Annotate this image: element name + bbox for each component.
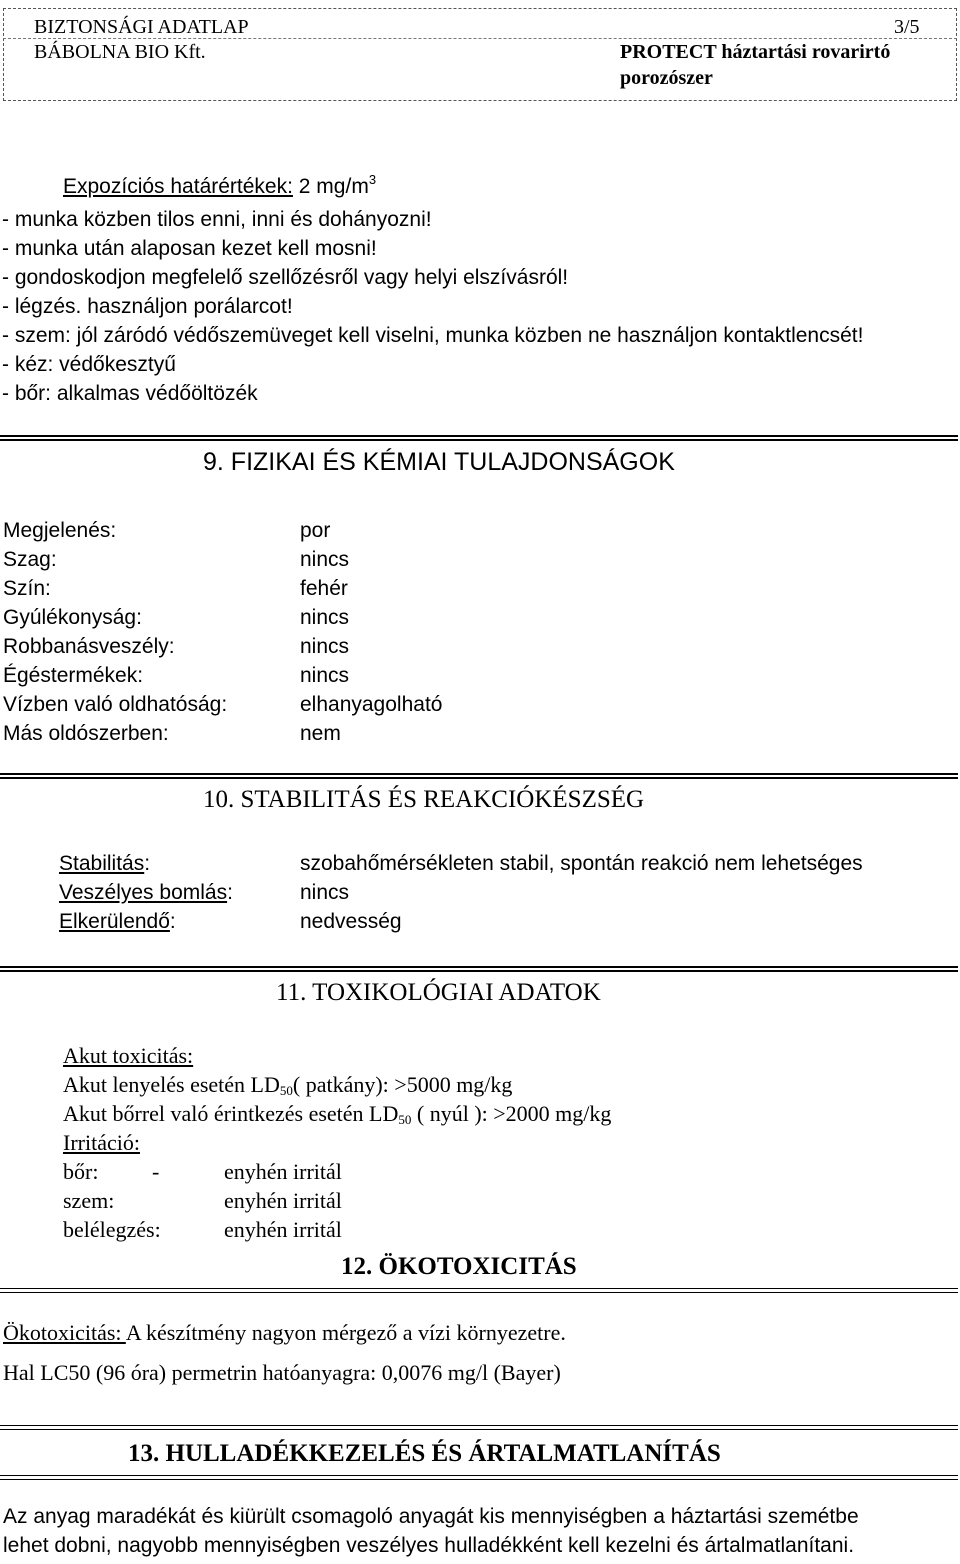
irritation-eye-value: enyhén irritál xyxy=(224,1188,342,1213)
precaution-item: - szem: jól záródó védőszemüveget kell viselni, munka közben ne használjon kontaktlencsét! xyxy=(2,324,864,347)
product-name-line1: PROTECT háztartási rovarirtó xyxy=(620,41,891,63)
ld-subscript: 50 xyxy=(398,1112,412,1127)
decomposition-label: Veszélyes bomlás xyxy=(59,881,228,904)
section9-labels xyxy=(3,516,227,748)
precaution-item: - légzés. használjon porálarcot! xyxy=(2,295,293,318)
acute-oral-ld50 xyxy=(63,1072,512,1104)
property-label: Megjelenés: xyxy=(3,519,117,542)
irritation-dash: - xyxy=(152,1159,160,1184)
property-label: Szín: xyxy=(3,577,51,600)
decomposition-value: nincs xyxy=(300,881,350,904)
disposal-text-line1: Az anyag maradékát és kiürült csomagoló anyagát kis mennyiségben a háztartási szemétbe xyxy=(3,1505,859,1528)
property-label: Égéstermékek: xyxy=(3,664,144,687)
property-value: fehér xyxy=(300,577,348,600)
section-divider xyxy=(0,1425,958,1430)
property-label: Robbanásveszély: xyxy=(3,635,175,658)
exposure-unit-sup: 3 xyxy=(368,172,377,187)
exposure-limit xyxy=(63,168,376,199)
property-value: nem xyxy=(300,722,341,745)
property-value: por xyxy=(300,519,331,542)
company-name: BÁBOLNA BIO Kft. xyxy=(34,41,206,63)
irritation-eye-label: szem: xyxy=(63,1188,115,1213)
section12-title: 12. ÖKOTOXICITÁS xyxy=(341,1253,577,1280)
section-divider xyxy=(0,435,958,441)
ecotoxicity-text: A készítmény nagyon mérgező a vízi környezetre. xyxy=(125,1320,566,1345)
label-colon: : xyxy=(169,910,176,933)
precaution-item: - kéz: védőkesztyű xyxy=(2,353,176,376)
section9-values xyxy=(300,516,442,748)
irritation-skin-value: enyhén irritál xyxy=(224,1159,342,1184)
section10-labels xyxy=(59,849,233,936)
section-divider xyxy=(0,1475,958,1480)
exposure-label: Expozíciós határértékek: xyxy=(63,175,293,198)
section-divider xyxy=(0,966,958,972)
property-value: nincs xyxy=(300,635,350,658)
precaution-item: - bőr: alkalmas védőöltözék xyxy=(2,382,258,405)
product-name-line2: porozószer xyxy=(620,67,713,89)
oral-value: ( patkány): >5000 mg/kg xyxy=(292,1072,513,1097)
precaution-item: - munka közben tilos enni, inni és dohányozni! xyxy=(2,208,432,231)
irritation-label: Irritáció: xyxy=(63,1130,140,1155)
label-colon: : xyxy=(227,881,233,904)
section10-values xyxy=(300,849,863,936)
irritation-skin-label: bőr: xyxy=(63,1159,99,1184)
property-value: nincs xyxy=(300,606,350,629)
property-value: elhanyagolható xyxy=(300,693,443,716)
property-label: Szag: xyxy=(3,548,57,571)
section-divider xyxy=(0,1288,958,1293)
oral-text: Akut lenyelés esetén LD xyxy=(63,1072,280,1097)
doc-title: BIZTONSÁGI ADATLAP xyxy=(34,16,249,38)
section-divider xyxy=(0,773,958,779)
precaution-item: - gondoskodjon megfelelő szellőzésről vagy helyi elszívásról! xyxy=(2,266,569,289)
label-colon: : xyxy=(144,852,151,875)
section13-title: 13. HULLADÉKKEZELÉS ÉS ÁRTALMATLANÍTÁS xyxy=(128,1440,721,1467)
avoid-value: nedvesség xyxy=(300,910,402,933)
ld-subscript: 50 xyxy=(279,1083,293,1098)
page-number: 3/5 xyxy=(894,16,920,38)
property-value: nincs xyxy=(300,664,350,687)
property-label: Vízben való oldhatóság: xyxy=(3,693,228,716)
avoid-label: Elkerülendő xyxy=(59,910,170,933)
section10-title: 10. STABILITÁS ÉS REAKCIÓKÉSZSÉG xyxy=(203,786,645,813)
stability-value: szobahőmérsékleten stabil, spontán reakció nem lehetséges xyxy=(300,852,863,875)
dermal-value: ( nyúl ): >2000 mg/kg xyxy=(411,1101,612,1126)
ecotoxicity-statement xyxy=(3,1320,566,1346)
dermal-text: Akut bőrrel való érintkezés esetén LD xyxy=(63,1101,399,1126)
stability-label: Stabilitás xyxy=(59,852,145,875)
section9-title: 9. FIZIKAI ÉS KÉMIAI TULAJDONSÁGOK xyxy=(203,448,675,476)
irritation-inhalation-label: belélegzés: xyxy=(63,1217,161,1242)
property-value: nincs xyxy=(300,548,350,571)
disposal-text-line2: lehet dobni, nagyobb mennyiségben veszélyes hulladékként kell kezelni és ártalmatlanítani. xyxy=(3,1534,855,1557)
property-label: Más oldószerben: xyxy=(3,722,169,745)
fish-lc50: Hal LC50 (96 óra) permetrin hatóanyagra: 0,0076 mg/l (Bayer) xyxy=(3,1360,561,1385)
precaution-item: - munka után alaposan kezet kell mosni! xyxy=(2,237,377,260)
acute-toxicity-label: Akut toxicitás: xyxy=(63,1043,194,1068)
acute-dermal-ld50 xyxy=(63,1101,611,1133)
property-label: Gyúlékonyság: xyxy=(3,606,142,629)
irritation-inhalation-value: enyhén irritál xyxy=(224,1217,342,1242)
ecotoxicity-label: Ökotoxicitás: xyxy=(3,1320,126,1345)
exposure-value: 2 mg/m xyxy=(298,175,369,198)
section11-title: 11. TOXIKOLÓGIAI ADATOK xyxy=(276,979,601,1006)
